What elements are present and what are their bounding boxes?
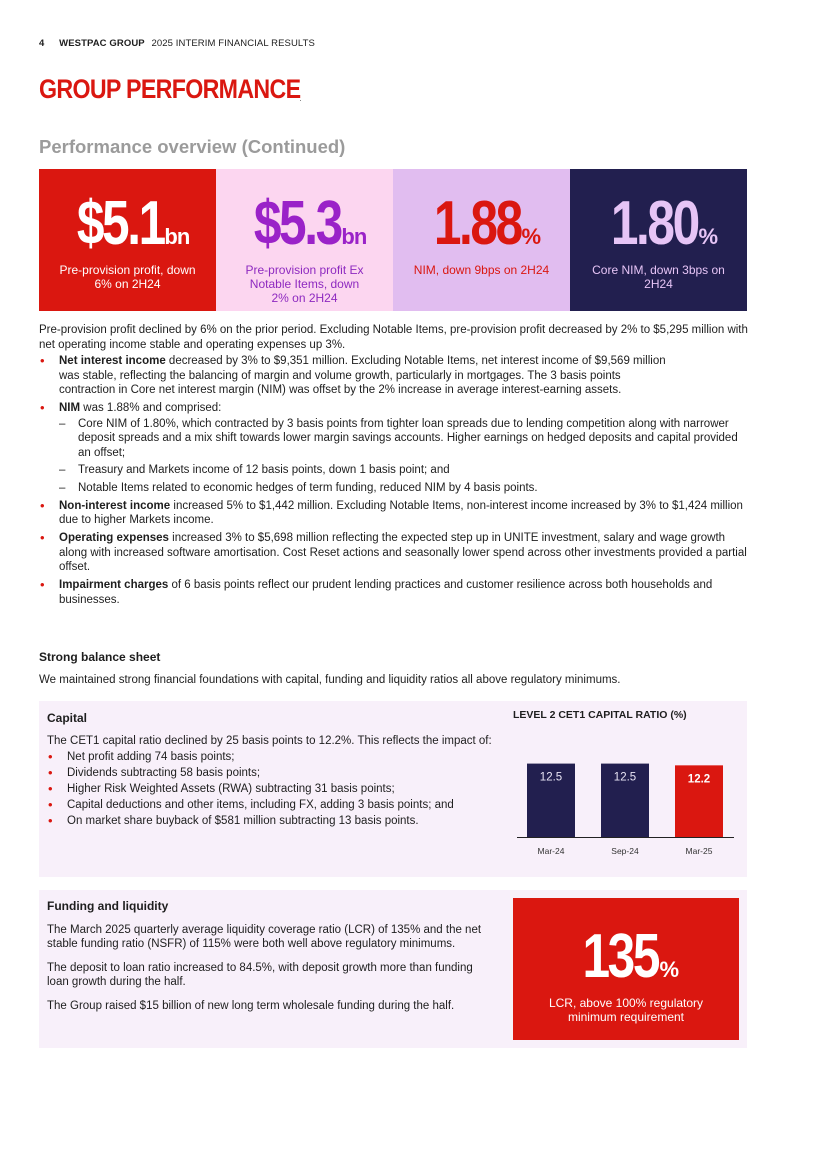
bullet-text: decreased by 3% to $9,351 million. Excluding Notable Items, net interest income of $9,569 million was stable, reflecting the balancing of margin and volume growth, particularly in mortgages. The 3 basis points contraction in Core net interest margin (NIM) was offset by the 2% increase in average interest-earning assets. (59, 355, 666, 396)
kpi-caption: Core NIM, down 3bps on 2H24 (592, 263, 725, 291)
capital-item: • Net profit adding 74 basis points; (47, 750, 497, 765)
kpi-caption: Pre-provision profit, down 6% on 2H24 (59, 263, 196, 291)
lcr-highlight (513, 898, 739, 1040)
kpi-nim (393, 169, 570, 311)
nim-sub-list (59, 417, 749, 496)
capital-item: • Dividends subtracting 58 basis points; (47, 766, 497, 781)
kpi-unit: bn (164, 224, 190, 249)
bullet-lead: Impairment charges (59, 579, 169, 591)
chart-data-label: 12.5 (613, 771, 637, 784)
bullet-operating-expenses (39, 531, 749, 575)
kpi-unit: % (698, 224, 718, 249)
bullet-lead: Operating expenses (59, 532, 169, 544)
kpi-pre-provision-profit-ex-notable (216, 169, 393, 311)
kpi-core-nim (570, 169, 747, 311)
bullet-lead: Non-interest income (59, 499, 171, 512)
chart-data-label: 12.2 (687, 773, 711, 786)
lcr-value: 135 (582, 922, 658, 991)
bullet-lead: Net interest income (59, 355, 166, 367)
chart-tick-label: Mar-25 (685, 846, 713, 856)
kpi-pre-provision-profit (39, 169, 216, 311)
company-name: WESTPAC GROUP (59, 38, 145, 49)
funding-paragraph: The March 2025 quarterly average liquidity coverage ratio (LCR) of 135% and the net stable funding ratio (NSFR) of 115% were both well above regulatory minimums. (47, 923, 482, 950)
sub-item: – Core NIM of 1.80%, which contracted by 3 basis points from tighter loan spreads due to lending competition along with narrower deposit spreads and a mix shift towards lower margin savings accounts. Higher earnings on hedged deposits and capital provided an offset; (59, 417, 749, 461)
capital-item: • Capital deductions and other items, including FX, adding 3 basis points; and (47, 798, 467, 813)
intro-paragraph: Pre-provision profit declined by 6% on the prior period. Excluding Notable Items, pre-provision profit decreased by 2% to $5,295 million with net operating income stable and operating expenses up 3%. (39, 324, 748, 351)
bullet-text: of 6 basis points reflect our prudent lending practices and customer resilience across both households and businesses. (59, 579, 713, 606)
sub-item: – Treasury and Markets income of 12 basis points, down 1 basis point; and (59, 463, 749, 478)
sub-item: – Notable Items related to economic hedges of term funding, reduced NIM by 4 basis points. (59, 481, 749, 496)
capital-item: • On market share buyback of $581 million subtracting 13 basis points. (47, 814, 497, 829)
funding-text (47, 899, 497, 1013)
capital-bullets (47, 750, 497, 829)
section-title: GROUP PERFORMANCE (39, 74, 301, 104)
capital-panel (39, 701, 747, 877)
kpi-value: 1.88 (433, 189, 521, 258)
page-subtitle: Performance overview (Continued) (39, 136, 346, 157)
balance-sheet-text: We maintained strong financial foundations with capital, funding and liquidity ratios all above regulatory minimums. (39, 674, 621, 686)
bullet-lead: NIM (59, 402, 81, 414)
chart-data-label: 12.5 (539, 771, 563, 784)
bullet-net-interest-income (39, 354, 749, 398)
bullet-nim (39, 401, 749, 495)
kpi-unit: % (521, 224, 541, 249)
funding-paragraph: The Group raised $15 billion of new long term wholesale funding during the half. (47, 999, 455, 1012)
capital-heading: Capital (47, 711, 88, 725)
bullet-text: was 1.88% and comprised: (80, 402, 222, 414)
bullet-text: increased 5% to $1,442 million. Excluding Notable Items, non-interest income increased by 3% to $1,424 million due to higher Markets income. (59, 499, 743, 526)
kpi-value: 1.80 (610, 189, 698, 258)
funding-panel (39, 890, 747, 1048)
report-name: 2025 INTERIM FINANCIAL RESULTS (151, 38, 315, 49)
kpi-value: $5.3 (253, 189, 341, 258)
stray-dot (300, 100, 301, 101)
capital-item: • Higher Risk Weighted Assets (RWA) subtracting 31 basis points; (47, 782, 497, 797)
chart-tick-label: Sep-24 (611, 846, 639, 856)
funding-paragraph: The deposit to loan ratio increased to 84.5%, with deposit growth more than funding loan growth during the half. (47, 961, 473, 988)
cet1-chart-svg (509, 727, 739, 867)
capital-text (47, 711, 497, 830)
kpi-row (39, 169, 747, 311)
performance-commentary (39, 323, 749, 611)
funding-heading: Funding and liquidity (47, 899, 169, 913)
lcr-caption: LCR, above 100% regulatory minimum requirement (548, 996, 704, 1024)
chart-title: LEVEL 2 CET1 CAPITAL RATIO (%) (513, 709, 687, 721)
bullet-impairment-charges (39, 578, 749, 607)
kpi-value: $5.1 (76, 189, 164, 258)
kpi-caption: Pre-provision profit Ex Notable Items, down 2% on 2H24 (245, 263, 364, 305)
chart-tick-label: Mar-24 (537, 846, 565, 856)
capital-intro: The CET1 capital ratio declined by 25 basis points to 12.2%. This reflects the impact of: (47, 734, 492, 747)
running-header (39, 38, 315, 49)
balance-sheet-heading: Strong balance sheet (39, 650, 161, 664)
bullet-non-interest-income (39, 499, 749, 528)
performance-bullets (39, 354, 749, 607)
bullet-text: increased 3% to $5,698 million reflecting the expected step up in UNITE investment, salary and wage growth along with increased software amortisation. Cost Reset actions and seasonally lower spend across other investments provided a partial offset. (59, 532, 747, 573)
cet1-chart (509, 709, 739, 869)
lcr-unit: % (659, 957, 679, 982)
kpi-caption: NIM, down 9bps on 2H24 (413, 263, 550, 277)
kpi-unit: bn (341, 224, 367, 249)
page-number: 4 (39, 38, 45, 49)
